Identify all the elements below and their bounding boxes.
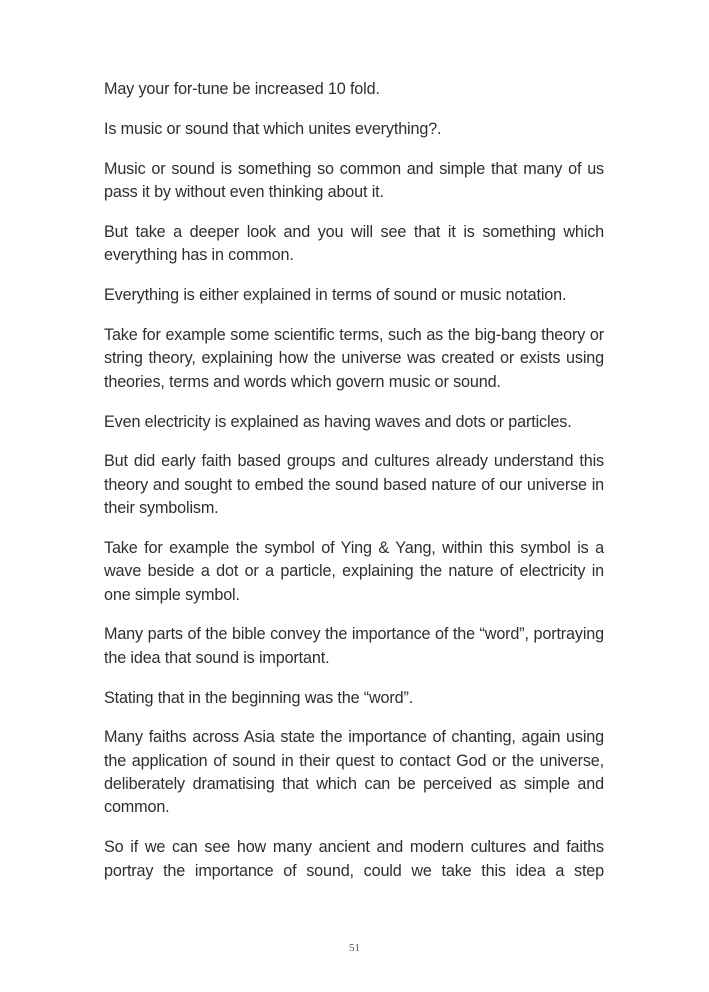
body-text [104,78,604,883]
paragraph: Many parts of the bible convey the importance of the “word”, portraying the idea that sound is important. [104,625,604,667]
paragraph: Is music or sound that which unites everything?. [104,119,442,138]
paragraph: But take a deeper look and you will see that it is something which everything has in common. [104,222,604,265]
paragraph: So if we can see how many ancient and modern cultures and faiths portray the importance of sound, could we take this idea a step [104,838,604,880]
paragraph: Take for example the symbol of Ying & Yang, within this symbol is a wave beside a dot or a particle, explaining the nature of electricity in one simple symbol. [104,538,604,604]
paragraph: Everything is either explained in terms of sound or music notation. [104,286,567,305]
paragraph: Take for example some scientific terms, such as the big-bang theory or string theory, explaining how the universe was created or exists using theories, terms and words which govern music or sound. [104,326,604,391]
paragraph: Stating that in the beginning was the “word”. [104,688,414,707]
paragraph: Even electricity is explained as having waves and dots or particles. [104,412,572,431]
paragraph: But did early faith based groups and cultures already understand this theory and sought to embed the sound based nature of our universe in their symbolism. [104,452,604,518]
page-number: 51 [349,942,360,954]
paragraph: May your for-tune be increased 10 fold. [104,80,380,98]
paragraph: Music or sound is something so common and simple that many of us pass it by without even thinking about it. [104,159,604,202]
paragraph: Many faiths across Asia state the importance of chanting, again using the application of sound in their quest to contact God or the universe, deliberately dramatising that which can be perceived as simple and common. [104,728,604,817]
